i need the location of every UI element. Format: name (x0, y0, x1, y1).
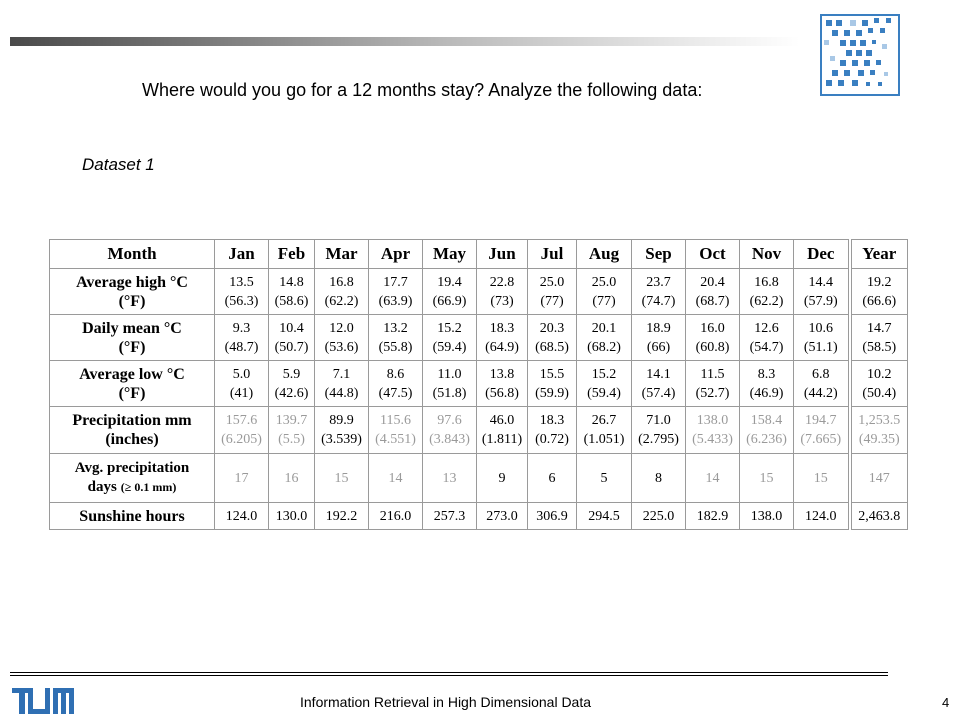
cell-value-secondary: (44.8) (324, 385, 359, 401)
header-cell-may: May (423, 240, 477, 269)
cell-value-secondary: (51.1) (803, 339, 838, 355)
row-header-line1: Daily mean °C (82, 319, 182, 337)
table-cell (423, 454, 477, 503)
footer-course-title: Information Retrieval in High Dimensional Data (300, 694, 592, 710)
table-cell (369, 503, 423, 530)
table-cell (794, 454, 850, 503)
cell-value: 1,253.5 (858, 413, 901, 428)
dataset-label: Dataset 1 (82, 155, 155, 174)
cell-value: 14.1 (646, 366, 671, 382)
cell-value-secondary: (50.7) (274, 339, 309, 355)
cell-value-secondary: (59.9) (535, 385, 569, 401)
table-cell (794, 407, 850, 454)
row-header-line2 (54, 338, 210, 357)
cell-value: 71.0 (646, 413, 671, 428)
cell-value: 139.7 (275, 413, 308, 428)
row-header (50, 407, 215, 454)
cell-value-secondary: (50.4) (862, 385, 897, 401)
table-cell (632, 503, 686, 530)
row-header (50, 269, 215, 315)
table-cell (423, 269, 477, 315)
cell-value: 16.8 (329, 274, 354, 290)
cell-value-secondary: (48.7) (224, 339, 259, 355)
cell-value: 124.0 (225, 508, 258, 524)
table-cell (794, 361, 850, 407)
cell-value-secondary: (68.5) (535, 339, 569, 355)
table-cell (369, 315, 423, 361)
table-cell (423, 315, 477, 361)
cell-value-secondary: (49.35) (858, 432, 900, 447)
table-cell (315, 361, 369, 407)
cell-value: 13.5 (229, 274, 254, 290)
header-cell-oct: Oct (686, 240, 740, 269)
table-cell (423, 407, 477, 454)
cell-value: 10.6 (808, 320, 833, 336)
cell-value: 13.2 (383, 320, 408, 336)
cell-value-secondary: (64.9) (485, 339, 519, 355)
row-header (50, 503, 215, 530)
cell-value: 5.9 (282, 366, 301, 382)
cell-value-secondary: (58.5) (862, 339, 897, 355)
table-cell (215, 269, 269, 315)
cell-value-secondary: (6.236) (746, 432, 787, 447)
row-header-line1: Average high °C (76, 273, 188, 291)
row-header-line2-text: (°F) (118, 292, 146, 310)
table-cell (686, 454, 740, 503)
table-cell (315, 269, 369, 315)
header-cell-nov: Nov (740, 240, 794, 269)
cell-value-secondary: (56.8) (485, 385, 519, 401)
cell-value-secondary: (68.7) (695, 293, 730, 309)
cell-value: 138.0 (696, 413, 729, 428)
table-cell (740, 361, 794, 407)
cell-value-secondary: (41) (229, 385, 254, 401)
table-cell (269, 269, 315, 315)
cell-value-secondary: (42.6) (274, 385, 309, 401)
cell-value: 192.2 (325, 508, 358, 524)
cell-value: 115.6 (380, 413, 411, 428)
table-cell (528, 407, 577, 454)
cell-value-secondary: (60.8) (695, 339, 730, 355)
cell-value: 18.3 (489, 320, 515, 336)
cell-value-secondary: (0.72) (535, 432, 569, 447)
table-cell (315, 407, 369, 454)
row-header-line2 (54, 478, 210, 497)
cell-value: 18.3 (539, 413, 565, 428)
climate-table (49, 239, 908, 530)
row-header-line1: Avg. precipitation (74, 460, 190, 476)
table-cell (740, 315, 794, 361)
cell-value-secondary: (57.9) (803, 293, 838, 309)
cell-value: 306.9 (536, 508, 568, 524)
table-cell (423, 361, 477, 407)
header-cell-year: Year (850, 240, 908, 269)
table-cell (632, 361, 686, 407)
cell-value: 130.0 (275, 508, 308, 524)
cell-value-secondary: (51.8) (432, 385, 467, 401)
cell-value: 15 (813, 470, 828, 486)
table-cell (269, 361, 315, 407)
cell-value-secondary: (1.051) (583, 432, 625, 447)
cell-value: 12.0 (329, 320, 354, 336)
cell-value: 19.2 (867, 274, 892, 290)
table-cell (794, 315, 850, 361)
logo-pattern-icon (822, 16, 898, 94)
cell-value-secondary: (5.5) (278, 432, 305, 447)
cell-value: 17.7 (383, 274, 408, 290)
cell-value: 194.7 (805, 413, 837, 428)
table-cell (477, 503, 528, 530)
cell-value: 14.8 (279, 274, 304, 290)
cell-value: 17 (234, 470, 249, 486)
cell-value-secondary: (4.551) (375, 432, 416, 447)
cell-value-secondary: (54.7) (749, 339, 784, 355)
cell-value-secondary: (59.4) (432, 339, 467, 355)
row-header (50, 454, 215, 503)
table-cell (369, 454, 423, 503)
table-cell (577, 315, 632, 361)
header-cell-dec: Dec (794, 240, 850, 269)
header-cell-month: Month (50, 240, 215, 269)
table-cell (477, 269, 528, 315)
cell-value: 5.0 (232, 366, 251, 382)
cell-value: 11.5 (700, 366, 725, 382)
table-body (50, 269, 908, 530)
table-row (50, 361, 908, 407)
table-cell (794, 269, 850, 315)
table-header-row (50, 240, 908, 269)
row-header-line2-text: days (87, 479, 117, 495)
cell-value: 8.6 (386, 366, 405, 382)
cell-value-secondary: (66) (646, 339, 671, 355)
cell-value: 25.0 (591, 274, 617, 290)
cell-value-secondary: (1.811) (481, 432, 523, 447)
table-cell (477, 454, 528, 503)
cell-value-secondary: (62.2) (324, 293, 359, 309)
table-cell (369, 361, 423, 407)
cell-value-secondary: (3.843) (429, 432, 470, 447)
table-cell (215, 503, 269, 530)
slide-question: Where would you go for a 12 months stay? Analyze the following data: (142, 80, 703, 100)
table-cell (423, 503, 477, 530)
header-cell-sep: Sep (632, 240, 686, 269)
cell-value-secondary: (74.7) (641, 293, 676, 309)
table-cell (740, 503, 794, 530)
table-cell (740, 407, 794, 454)
table-row (50, 269, 908, 315)
table-cell (850, 269, 908, 315)
footer-divider-top (10, 672, 888, 673)
cell-value: 216.0 (379, 508, 412, 524)
cell-value-secondary: (44.2) (803, 385, 838, 401)
cell-value: 124.0 (805, 508, 837, 524)
cell-value: 14 (705, 470, 720, 486)
institute-logo (820, 14, 900, 96)
cell-value: 15.2 (591, 366, 617, 382)
header-gradient-bar (10, 37, 800, 46)
table-cell (577, 361, 632, 407)
cell-value: 23.7 (646, 274, 671, 290)
table-cell (632, 315, 686, 361)
cell-value: 15.2 (437, 320, 462, 336)
cell-value: 89.9 (329, 413, 354, 428)
climate-table-container (49, 239, 908, 530)
table-cell (477, 361, 528, 407)
cell-value-secondary: (63.9) (378, 293, 413, 309)
table-row (50, 503, 908, 530)
tum-logo-icon (12, 688, 74, 714)
cell-value: 13.8 (489, 366, 515, 382)
header-cell-feb: Feb (269, 240, 315, 269)
cell-value: 19.4 (437, 274, 462, 290)
table-cell (850, 315, 908, 361)
cell-value: 16 (284, 470, 299, 486)
cell-value: 182.9 (696, 508, 729, 524)
table-cell (215, 315, 269, 361)
cell-value-secondary: (53.6) (324, 339, 359, 355)
cell-value: 16.0 (700, 320, 725, 336)
table-cell (528, 269, 577, 315)
row-header-line2-text: (°F) (118, 384, 146, 402)
cell-value-secondary: (56.3) (224, 293, 259, 309)
row-header-line2 (54, 430, 210, 449)
header-cell-apr: Apr (369, 240, 423, 269)
cell-value: 9 (498, 470, 506, 486)
page-number: 4 (942, 695, 950, 710)
cell-value-secondary: (3.539) (321, 432, 362, 447)
table-cell (477, 407, 528, 454)
cell-value-secondary: (7.665) (800, 432, 842, 447)
table-cell (269, 503, 315, 530)
table-cell (528, 361, 577, 407)
cell-value: 225.0 (642, 508, 675, 524)
table-cell (215, 361, 269, 407)
cell-value: 46.0 (489, 413, 515, 428)
table-cell (850, 361, 908, 407)
row-header-line2-text: (inches) (105, 431, 159, 448)
cell-value: 15 (334, 470, 349, 486)
table-row (50, 315, 908, 361)
cell-value-secondary: (55.8) (378, 339, 413, 355)
cell-value: 257.3 (433, 508, 466, 524)
cell-value-secondary: (68.2) (587, 339, 621, 355)
cell-value: 6.8 (812, 366, 830, 382)
table-cell (686, 269, 740, 315)
cell-value-secondary: (46.9) (749, 385, 784, 401)
cell-value: 138.0 (750, 508, 783, 524)
row-header-line1: Precipitation mm (72, 412, 192, 429)
row-header-suffix: (≥ 0.1 mm) (120, 480, 177, 494)
row-header-line1: Average low °C (79, 365, 185, 383)
cell-value: 97.6 (437, 413, 462, 428)
header-cell-aug: Aug (577, 240, 632, 269)
table-cell (215, 407, 269, 454)
cell-value-secondary: (62.2) (749, 293, 784, 309)
cell-value: 25.0 (539, 274, 565, 290)
row-header (50, 315, 215, 361)
header-cell-jun: Jun (477, 240, 528, 269)
cell-value: 20.3 (539, 320, 565, 336)
cell-value-secondary: (6.205) (221, 432, 262, 447)
cell-value: 11.0 (437, 366, 462, 382)
cell-value: 20.1 (591, 320, 617, 336)
cell-value: 20.4 (700, 274, 725, 290)
cell-value: 14.4 (808, 274, 833, 290)
cell-value-secondary: (47.5) (378, 385, 413, 401)
header-cell-jul: Jul (528, 240, 577, 269)
cell-value: 18.9 (646, 320, 671, 336)
cell-value-secondary: (77) (540, 293, 564, 309)
table-cell (577, 407, 632, 454)
table-cell (740, 454, 794, 503)
cell-value: 15.5 (539, 366, 565, 382)
cell-value-secondary: (59.4) (587, 385, 621, 401)
cell-value: 14 (388, 470, 403, 486)
cell-value: 10.4 (279, 320, 304, 336)
table-cell (315, 503, 369, 530)
table-cell (269, 315, 315, 361)
cell-value: 273.0 (486, 508, 518, 524)
table-cell (740, 269, 794, 315)
table-cell (850, 503, 908, 530)
table-cell (686, 315, 740, 361)
cell-value-secondary: (66.9) (432, 293, 467, 309)
table-cell (686, 407, 740, 454)
table-cell (315, 454, 369, 503)
cell-value: 2,463.8 (858, 508, 901, 524)
table-cell (686, 503, 740, 530)
table-cell (528, 454, 577, 503)
cell-value-secondary: (2.795) (638, 432, 679, 447)
cell-value: 6 (548, 470, 556, 486)
cell-value: 16.8 (754, 274, 779, 290)
cell-value: 5 (600, 470, 608, 486)
table-cell (850, 454, 908, 503)
row-header-line2-text: (°F) (118, 338, 146, 356)
table-cell (369, 269, 423, 315)
table-cell (269, 407, 315, 454)
cell-value-secondary: (77) (592, 293, 616, 309)
row-header-line2 (54, 292, 210, 311)
table-cell (577, 269, 632, 315)
table-cell (686, 361, 740, 407)
cell-value: 22.8 (489, 274, 515, 290)
table-cell (850, 407, 908, 454)
cell-value-secondary: (73) (490, 293, 514, 309)
cell-value: 10.2 (867, 366, 892, 382)
cell-value: 157.6 (225, 413, 258, 428)
row-header-line2 (54, 384, 210, 403)
table-cell (577, 503, 632, 530)
cell-value: 294.5 (588, 508, 620, 524)
header-cell-mar: Mar (315, 240, 369, 269)
table-cell (215, 454, 269, 503)
cell-value: 26.7 (591, 413, 617, 428)
cell-value: 15 (759, 470, 774, 486)
table-row (50, 407, 908, 454)
cell-value-secondary: (5.433) (692, 432, 733, 447)
cell-value-secondary: (66.6) (862, 293, 897, 309)
cell-value: 8 (655, 470, 662, 486)
cell-value: 13 (442, 470, 457, 486)
table-cell (528, 503, 577, 530)
cell-value: 12.6 (754, 320, 779, 336)
cell-value: 9.3 (232, 320, 251, 336)
table-cell (315, 315, 369, 361)
table-cell (528, 315, 577, 361)
table-cell (794, 503, 850, 530)
table-cell (269, 454, 315, 503)
table-cell (632, 454, 686, 503)
table-cell (369, 407, 423, 454)
cell-value-secondary: (58.6) (274, 293, 309, 309)
cell-value: 7.1 (332, 366, 351, 382)
cell-value: 14.7 (867, 320, 892, 336)
table-cell (632, 269, 686, 315)
cell-value-secondary: (52.7) (695, 385, 730, 401)
header-cell-jan: Jan (215, 240, 269, 269)
footer-divider-bottom (10, 675, 888, 676)
table-cell (632, 407, 686, 454)
cell-value-secondary: (57.4) (641, 385, 676, 401)
row-header (50, 361, 215, 407)
cell-value: 8.3 (757, 366, 776, 382)
table-cell (577, 454, 632, 503)
cell-value: 158.4 (750, 413, 783, 428)
table-row (50, 454, 908, 503)
cell-value: 147 (868, 470, 890, 486)
table-cell (477, 315, 528, 361)
row-header-line1: Sunshine hours (79, 507, 185, 525)
